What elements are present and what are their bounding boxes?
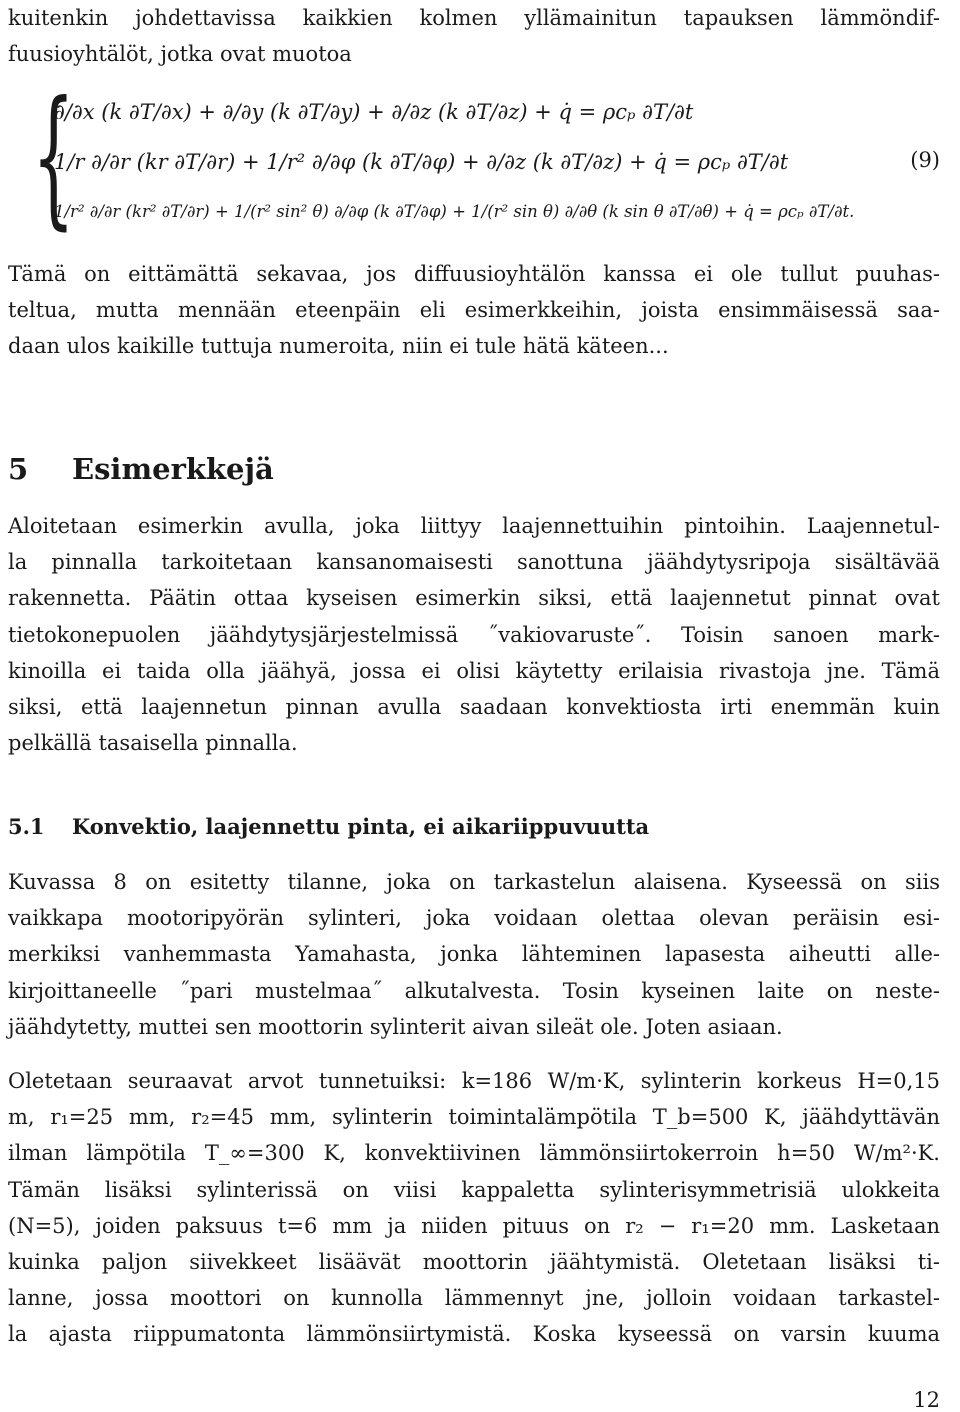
text-line: la ajasta riippumatonta lämmönsiirtymistä. Koska kyseessä on varsin kuuma <box>8 1322 940 1347</box>
text-line: Oletetaan seuraavat arvot tunnetuiksi: k=186 W/m·K, sylinterin korkeus H=0,15 <box>8 1069 940 1093</box>
intro-paragraph <box>8 0 940 72</box>
text-line: jäähdytetty, muttei sen moottorin sylinterit aivan sileät ole. Joten asiaan. <box>8 1014 783 1039</box>
text-line: teltua, mutta mennään eteenpäin eli esimerkkeihin, joista ensimmäisessä saa- <box>8 298 940 323</box>
text-line: kirjoittaneelle ˝pari mustelmaa˝ alkutalvesta. Tosin kyseinen laite on neste- <box>8 978 940 1003</box>
subsection-title: Konvektio, laajennettu pinta, ei aikariippuvuutta <box>72 814 650 839</box>
text-line: m, r₁=25 mm, r₂=45 mm, sylinterin toimintalämpötila T_b=500 K, jäähdyttävän <box>8 1105 940 1130</box>
text-line: kinoilla ei taida olla jäähyä, jossa ei olisi käytetty erilaisia rivastoja jne. Tämä <box>8 658 940 683</box>
equation-cartesian: ∂/∂x (k ∂T/∂x) + ∂/∂y (k ∂T/∂y) + ∂/∂z (k ∂T/∂z) + q̇ = ρcₚ ∂T/∂t <box>54 100 694 124</box>
text-line: Aloitetaan esimerkin avulla, joka liittyy laajennettuihin pintoihin. Laajennetul- <box>8 514 940 538</box>
equation-block <box>32 70 940 252</box>
text-line: siksi, että laajennetun pinnan avulla saadaan konvektiosta irti enemmän kuin <box>8 695 940 720</box>
paragraph-3 <box>8 864 940 1045</box>
text-line: Tämä on eittämättä sekavaa, jos diffuusioyhtälön kanssa ei ole tullut puuhas- <box>8 262 940 286</box>
section-heading <box>8 452 274 486</box>
text-line: merkiksi vanhemmasta Yamahasta, jonka lähteminen lapasesta aiheutti alle- <box>8 942 940 967</box>
paragraph-1 <box>8 256 940 365</box>
text-line: (N=5), joiden paksuus t=6 mm ja niiden pituus on r₂ − r₁=20 mm. Lasketaan <box>8 1213 940 1238</box>
text-line: vaikkapa mootoripyörän sylinteri, joka voidaan olettaa olevan peräisin esi- <box>8 906 940 931</box>
text-line: lanne, jossa moottori on kunnolla lämmennyt jne, jolloin voidaan tarkastel- <box>8 1286 940 1311</box>
text-line: kuinka paljon siivekkeet lisäävät moottorin jäähtymistä. Oletetaan lisäksi ti- <box>8 1250 940 1275</box>
text-line: daan ulos kaikille tuttuja numeroita, niin ei tule hätä käteen... <box>8 334 669 359</box>
text-line: kuitenkin johdettavissa kaikkien kolmen yllämainitun tapauksen lämmöndif- <box>8 6 940 30</box>
subsection-number: 5.1 <box>8 814 45 839</box>
section-title: Esimerkkejä <box>72 452 274 486</box>
equation-cylindrical: 1/r ∂/∂r (kr ∂T/∂r) + 1/r² ∂/∂φ (k ∂T/∂φ) + ∂/∂z (k ∂T/∂z) + q̇ = ρcₚ ∂T/∂t <box>54 150 789 174</box>
equation-spherical: 1/r² ∂/∂r (kr² ∂T/∂r) + 1/(r² sin² θ) ∂/∂φ (k ∂T/∂φ) + 1/(r² sin θ) ∂/∂θ (k sin θ ∂T/∂θ) + q̇ = ρcₚ ∂T/∂t. <box>54 202 855 221</box>
paragraph-2 <box>8 508 940 761</box>
text-line: Tämän lisäksi sylinterissä on viisi kappaletta sylinterisymmetrisiä ulokkeita <box>8 1177 940 1202</box>
text-line: la pinnalla tarkoitetaan kansanomaisesti sanottuna jäähdytysripoja sisältävää <box>8 550 940 575</box>
text-line: ilman lämpötila T_∞=300 K, konvektiivinen lämmönsiirtokerroin h=50 W/m²·K. <box>8 1141 940 1166</box>
subsection-heading <box>8 814 649 839</box>
equation-number: (9) <box>910 148 940 172</box>
text-line: tietokonepuolen jäähdytysjärjestelmissä ˝vakiovaruste˝. Toisin sanoen mark- <box>8 622 940 647</box>
text-line: pelkällä tasaisella pinnalla. <box>8 731 298 756</box>
text-line: Kuvassa 8 on esitetty tilanne, joka on tarkastelun alaisena. Kyseessä on siis <box>8 870 940 894</box>
paragraph-4 <box>8 1063 940 1353</box>
left-brace: { <box>32 70 75 244</box>
page-number: 12 <box>913 1388 940 1412</box>
text-line: rakennetta. Päätin ottaa kyseisen esimerkin siksi, että laajennetut pinnat ovat <box>8 586 940 611</box>
text-line: fuusioyhtälöt, jotka ovat muotoa <box>8 42 352 67</box>
section-number: 5 <box>8 452 29 486</box>
